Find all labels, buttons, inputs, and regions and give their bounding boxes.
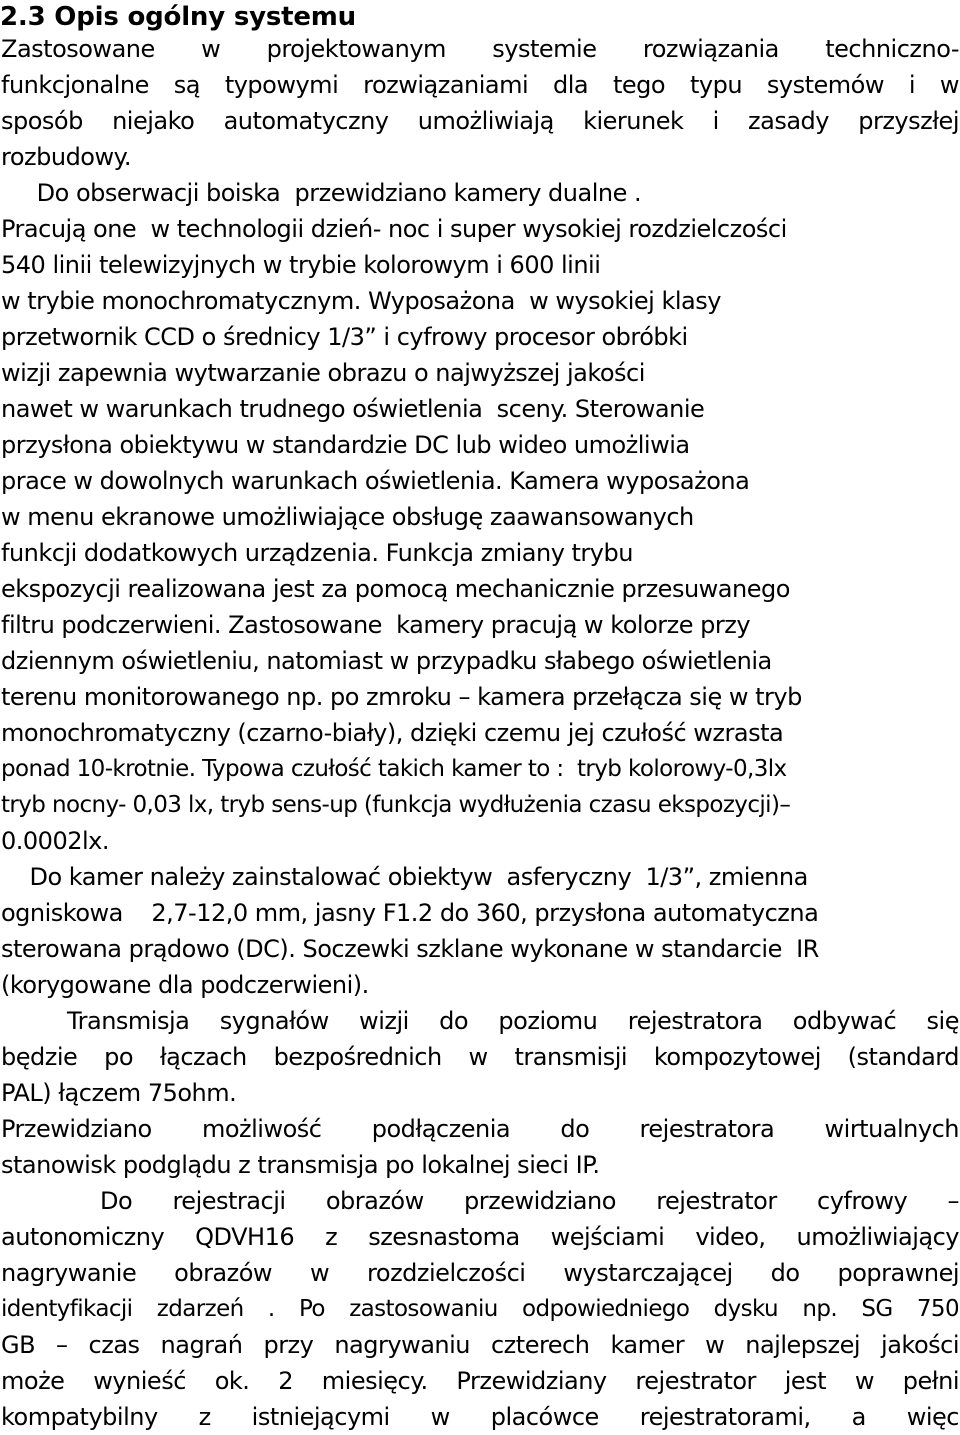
text-line: sposób niejako automatyczny umożliwiają kierunek i zasady przyszłej: [1, 107, 959, 135]
text-line: kompatybilny z istniejącymi w placówce rejestratorami, a więc: [1, 1403, 959, 1431]
text-line: dziennym oświetleniu, natomiast w przypadku słabego oświetlenia: [1, 647, 772, 675]
text-line: filtru podczerwieni. Zastosowane kamery pracują w kolorze przy: [1, 611, 751, 639]
text-line: 540 linii telewizyjnych w trybie kolorowym i 600 linii: [1, 251, 601, 279]
section-title: 2.3 Opis ogólny systemu: [0, 2, 356, 32]
text-line: będzie po łączach bezpośrednich w transmisji kompozytowej (standard: [1, 1043, 959, 1071]
text-line: sterowana prądowo (DC). Soczewki szklane wykonane w standarcie IR: [1, 935, 819, 963]
text-line: w trybie monochromatycznym. Wyposażona w wysokiej klasy: [1, 287, 721, 315]
text-line: funkcji dodatkowych urządzenia. Funkcja zmiany trybu: [1, 539, 633, 567]
text-line: nagrywanie obrazów w rozdzielczości wystarczającej do poprawnej: [1, 1259, 959, 1287]
text-line: w menu ekranowe umożliwiające obsługę zaawansowanych: [1, 503, 694, 531]
text-line: funkcjonalne są typowymi rozwiązaniami dla tego typu systemów i w: [1, 71, 959, 99]
text-line: Zastosowane w projektowanym systemie rozwiązania techniczno-: [1, 35, 959, 63]
text-line: Przewidziano możliwość podłączenia do rejestratora wirtualnych: [1, 1115, 959, 1143]
text-line: rozbudowy.: [1, 143, 132, 171]
text-line: przetwornik CCD o średnicy 1/3” i cyfrowy procesor obróbki: [1, 323, 688, 351]
text-line: ponad 10-krotnie. Typowa czułość takich kamer to : tryb kolorowy-0,3lx: [1, 756, 787, 782]
text-line: monochromatyczny (czarno-biały), dzięki czemu jej czułość wzrasta: [1, 719, 784, 747]
text-line: nawet w warunkach trudnego oświetlenia sceny. Sterowanie: [1, 395, 705, 423]
text-line: GB – czas nagrań przy nagrywaniu czterech kamer w najlepszej jakości: [1, 1331, 959, 1359]
text-line: Pracują one w technologii dzień- noc i super wysokiej rozdzielczości: [1, 215, 787, 243]
text-line: Do rejestracji obrazów przewidziano rejestrator cyfrowy –: [100, 1187, 959, 1215]
text-line: (korygowane dla podczerwieni).: [1, 971, 369, 999]
text-line: 0.0002lx.: [1, 827, 109, 855]
text-line: ogniskowa 2,7-12,0 mm, jasny F1.2 do 360, przysłona automatyczna: [1, 899, 819, 927]
text-line: Do kamer należy zainstalować obiektyw asferyczny 1/3”, zmienna: [1, 863, 808, 891]
text-line: Transmisja sygnałów wizji do poziomu rejestratora odbywać się: [67, 1007, 959, 1035]
text-line: PAL) łączem 75ohm.: [1, 1079, 237, 1107]
text-line: ekspozycji realizowana jest za pomocą mechanicznie przesuwanego: [1, 575, 790, 603]
text-line: wizji zapewnia wytwarzanie obrazu o najwyższej jakości: [1, 359, 645, 387]
text-line: może wynieść ok. 2 miesięcy. Przewidziany rejestrator jest w pełni: [1, 1367, 959, 1395]
text-line: tryb nocny- 0,03 lx, tryb sens-up (funkcja wydłużenia czasu ekspozycji)–: [1, 792, 791, 818]
text-line: stanowisk podglądu z transmisja po lokalnej sieci IP.: [1, 1151, 600, 1179]
text-line: autonomiczny QDVH16 z szesnastoma wejściami video, umożliwiający: [1, 1223, 959, 1251]
text-line: prace w dowolnych warunkach oświetlenia. Kamera wyposażona: [1, 467, 750, 495]
text-line: terenu monitorowanego np. po zmroku – kamera przełącza się w tryb: [1, 683, 802, 711]
text-line: Do obserwacji boiska przewidziano kamery dualne .: [1, 179, 642, 207]
text-line: identyfikacji zdarzeń . Po zastosowaniu odpowiedniego dysku np. SG 750: [1, 1296, 959, 1322]
text-line: przysłona obiektywu w standardzie DC lub wideo umożliwia: [1, 431, 690, 459]
